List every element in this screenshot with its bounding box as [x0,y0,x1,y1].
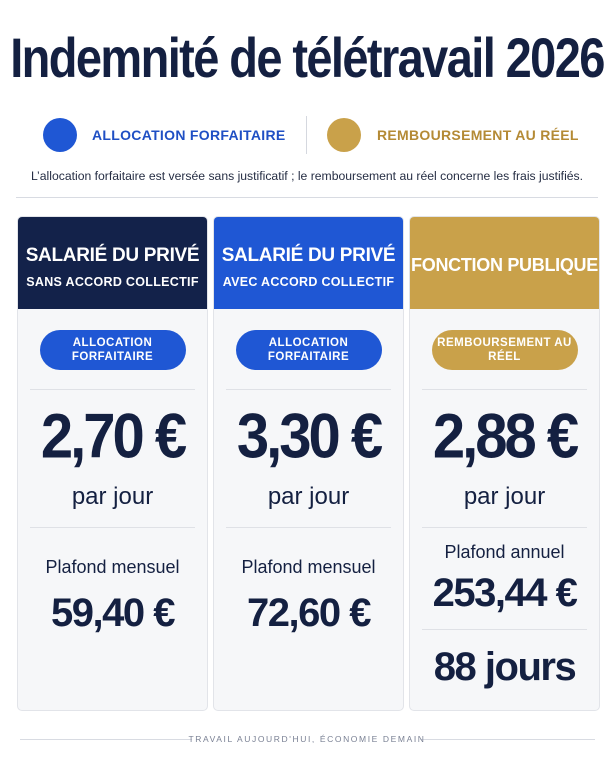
card-fonction-publique [409,216,600,711]
top-divider [16,197,598,198]
card-heading: FONCTION PUBLIQUE [411,255,598,275]
card-divider [422,527,587,528]
type-badge: ALLOCATION FORFAITAIRE [236,330,382,370]
daily-amount: 3,30 € [236,401,381,472]
amount-unit: par jour [463,483,546,510]
legend-label-remboursement: REMBOURSEMENT AU RÉEL [377,127,579,143]
legend [0,118,614,152]
type-badge: ALLOCATION FORFAITAIRE [40,330,186,370]
gold-dot-icon [327,118,361,152]
card-header [18,217,207,309]
card-heading: SALARIÉ DU PRIVÉ [25,245,200,266]
cap-value: 72,60 € [247,591,370,635]
legend-label-allocation: ALLOCATION FORFAITAIRE [92,127,286,143]
cap-days: 88 jours [433,645,576,689]
card-heading: SALARIÉ DU PRIVÉ [221,245,396,266]
card-prive-avec-accord [213,216,404,711]
cap-value: 59,40 € [51,591,174,635]
card-divider [30,527,195,528]
cap-label: Plafond mensuel [45,557,180,577]
amount-unit: par jour [267,483,350,510]
daily-amount: 2,88 € [432,401,577,472]
page-title: Indemnité de télétravail 2026 [10,26,604,89]
card-header [214,217,403,309]
footer-tagline: TRAVAIL AUJOURD'HUI, ÉCONOMIE DEMAIN [188,734,426,744]
legend-separator [306,116,307,154]
blue-dot-icon [43,118,77,152]
card-subheading: SANS ACCORD COLLECTIF [26,275,199,289]
card-divider [226,389,391,390]
card-divider [422,629,587,630]
cap-value: 253,44 € [432,571,577,615]
intro-note: L’allocation forfaitaire est versée sans justificatif ; le remboursement au réel concerne les frais justifiés. [30,169,584,183]
card-divider [30,389,195,390]
card-prive-sans-accord [17,216,208,711]
card-divider [226,527,391,528]
cap-label: Plafond mensuel [241,557,376,577]
daily-amount: 2,70 € [40,401,185,472]
card-divider [422,389,587,390]
card-subheading: AVEC ACCORD COLLECTIF [222,275,395,289]
card-header [410,217,599,309]
amount-unit: par jour [71,483,154,510]
cap-label: Plafond annuel [444,542,565,562]
type-badge: REMBOURSEMENT AU RÉEL [432,330,578,370]
